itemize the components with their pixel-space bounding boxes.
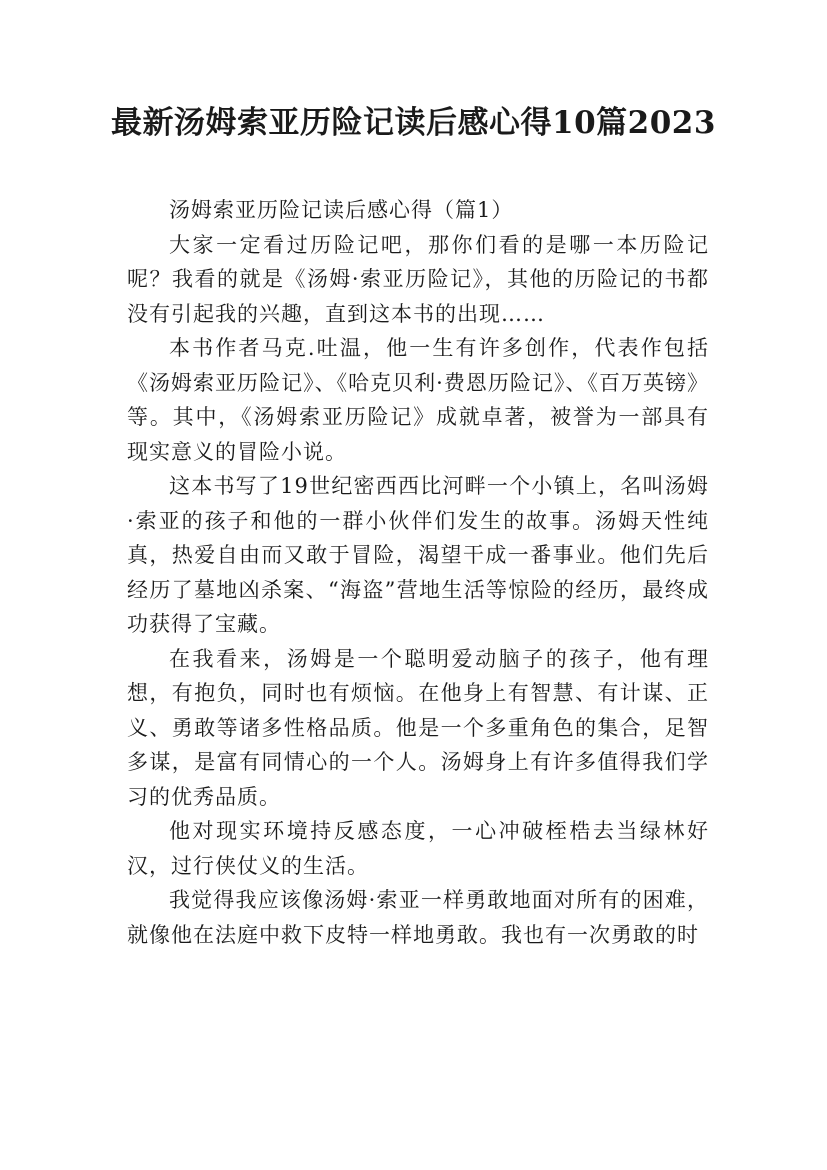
- document-body: [127, 193, 709, 952]
- paragraph: 这本书写了19世纪密西西比河畔一个小镇上，名叫汤姆·索亚的孩子和他的一群小伙伴们发生的故事。汤姆天性纯真，热爱自由而又敢于冒险，渴望干成一番事业。他们先后经历了墓地凶杀案、“海盗”营地生活等惊险的经历，最终成功获得了宝藏。: [127, 474, 709, 636]
- paragraph: 大家一定看过历险记吧，那你们看的是哪一本历险记呢？我看的就是《汤姆·索亚历险记》，其他的历险记的书都没有引起我的兴趣，直到这本书的出现……: [127, 232, 709, 326]
- section-subheading: 汤姆索亚历险记读后感心得（篇1）: [169, 198, 514, 222]
- paragraph: 本书作者马克.吐温，他一生有许多创作，代表作包括《汤姆索亚历险记》、《哈克贝利·费恩历险记》、《百万英镑》等。其中，《汤姆索亚历险记》成就卓著，被誉为一部具有现实意义的冒险小说。: [127, 336, 709, 464]
- paragraph: 我觉得我应该像汤姆·索亚一样勇敢地面对所有的困难，就像他在法庭中救下皮特一样地勇敢。我也有一次勇敢的时: [127, 888, 709, 947]
- paragraph: 在我看来，汤姆是一个聪明爱动脑子的孩子，他有理想，有抱负，同时也有烦恼。在他身上有智慧、有计谋、正义、勇敢等诸多性格品质。他是一个多重角色的集合，足智多谋，是富有同情心的一个人。汤姆身上有许多值得我们学习的优秀品质。: [127, 646, 709, 809]
- paragraph: 他对现实环境持反感态度，一心冲破桎梏去当绿林好汉，过行侠仗义的生活。: [127, 819, 709, 878]
- document-title: 最新汤姆索亚历险记读后感心得10篇2023: [111, 105, 716, 141]
